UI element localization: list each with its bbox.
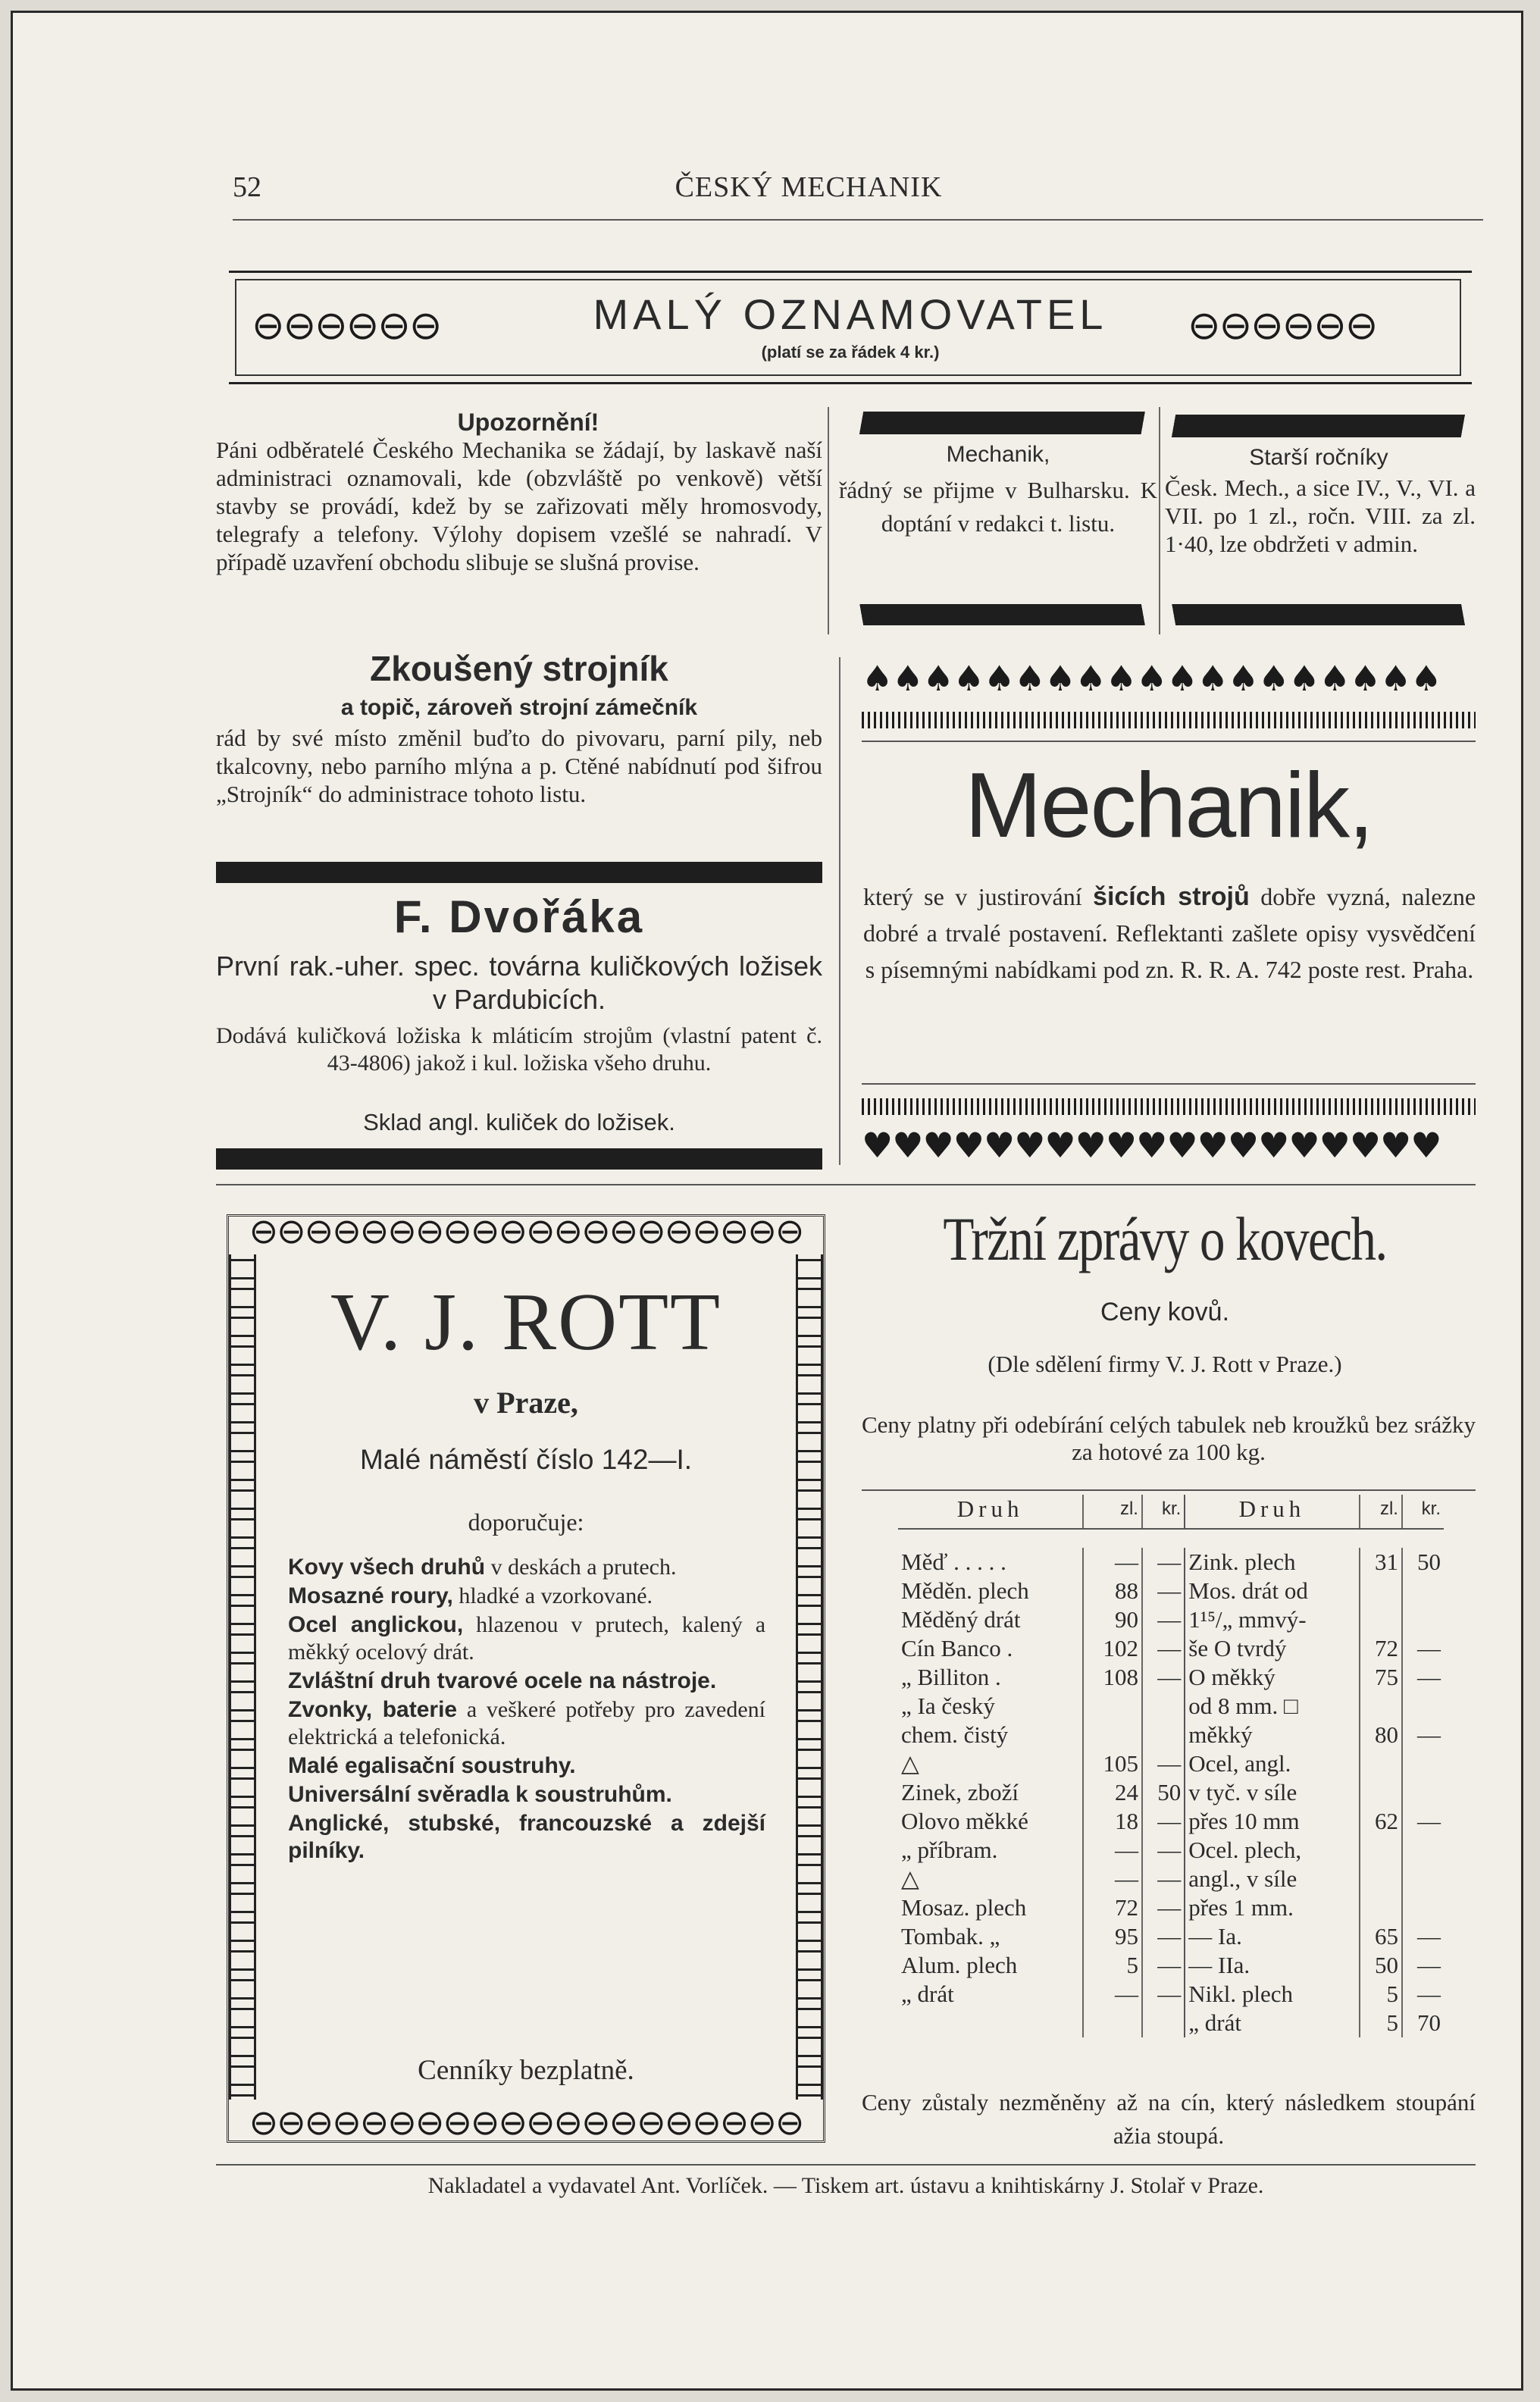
mechanik-big-text-bold: šicích strojů (1093, 882, 1250, 911)
rott-item (288, 1583, 765, 1610)
spade-border: ♠♠♠♠♠♠♠♠♠♠♠♠♠♠♠♠♠♠♠ (862, 659, 1441, 698)
price-kr: — (1142, 1951, 1185, 1980)
metal-name-2: še O tvrdý (1185, 1634, 1359, 1663)
table-row (898, 1778, 1444, 1807)
price-kr: 50 (1142, 1778, 1185, 1807)
table-row (898, 1951, 1444, 1980)
price-kr-2 (1402, 1836, 1444, 1865)
mechanik-big-top-rule (862, 741, 1476, 742)
metal-name: chem. čistý (901, 1721, 1009, 1748)
price-zl (1083, 1721, 1142, 1749)
dvorak-top-bar (216, 862, 822, 883)
starsi-text: Česk. Mech., a sice IV., V., VI. a VII. po 1 zl., ročn. VIII. za zl. 1·40, lze obdržeti v admin. (1165, 474, 1476, 557)
mechanik-big-bottom-rule (862, 1083, 1476, 1085)
market-footer-note: Ceny zůstaly nezměněny až na cín, který následkem stoupání ažia stoupá. (862, 2089, 1476, 2149)
price-zl: 24 (1083, 1778, 1142, 1807)
rott-recommends: doporučuje: (468, 1508, 584, 1536)
rott-name: V. J. ROTT (330, 1277, 722, 1367)
price-zl (1083, 1692, 1142, 1721)
page-number: 52 (233, 171, 261, 203)
price-zl-2: 75 (1360, 1663, 1402, 1692)
dvorak-bottom-bar (216, 1148, 822, 1170)
col-header-zl-2: zl. (1360, 1495, 1402, 1529)
price-zl-2 (1360, 1836, 1402, 1865)
journal-title: ČESKÝ MECHANIK (675, 171, 943, 203)
metal-name: Zinek, zboží (901, 1779, 1019, 1805)
rott-frame (227, 1214, 825, 2143)
strojnik-text: rád by své místo změnil buďto do pivovaru, parní pily, neb tkalcovny, nebo parního mlýna a p. Ctěné nabídnutí pod šifrou „Strojník“ do administrace tohoto listu. (216, 725, 822, 807)
rott-item (288, 1611, 765, 1666)
price-zl-2: 31 (1360, 1548, 1402, 1577)
market-note: Ceny platny při odebírání celých tabulek neb kroužků bez srážky za hotové za 100 kg. (862, 1411, 1476, 1465)
metal-name-2: Ocel. plech, (1185, 1836, 1359, 1865)
dvorak-footer: Sklad angl. kuliček do ložisek. (363, 1109, 675, 1135)
metal-name-2: Nikl. plech (1185, 1980, 1359, 2009)
price-kr (1142, 1692, 1185, 1721)
price-zl: 18 (1083, 1807, 1142, 1836)
price-zl-2: 62 (1360, 1807, 1402, 1836)
divider-small-ads (1159, 407, 1160, 634)
metal-name-2: Ocel, angl. (1185, 1749, 1359, 1778)
price-kr: — (1142, 1749, 1185, 1778)
rott-item-bold: Ocel anglickou, (288, 1612, 464, 1637)
price-zl-2 (1360, 1865, 1402, 1893)
rott-item-rest: hlazenou v prutech, kalený a měkký ocelový drát. (288, 1612, 766, 1664)
mechanik-small-bottom-bar (854, 604, 1150, 625)
table-header-row (898, 1495, 1444, 1529)
price-zl: 5 (1083, 1951, 1142, 1980)
banner-chain-left: ⊖⊖⊖⊖⊖⊖ (252, 303, 441, 349)
table-row (898, 1663, 1444, 1692)
price-kr-2 (1402, 1865, 1444, 1893)
rott-item (288, 1554, 765, 1581)
strojnik-subtitle: a topič, zároveň strojní zámečník (340, 695, 698, 720)
price-zl (1083, 2009, 1142, 2037)
rott-item-bold: Mosazné roury, (288, 1583, 453, 1608)
price-zl-2: 5 (1360, 2009, 1402, 2037)
market-table-top-rule (862, 1489, 1476, 1491)
price-kr-2 (1402, 1893, 1444, 1922)
price-zl: — (1083, 1980, 1142, 2009)
metal-name-2: „ drát (1185, 2009, 1359, 2037)
price-zl-2: 72 (1360, 1634, 1402, 1663)
table-row (898, 1836, 1444, 1865)
table-row (898, 1721, 1444, 1749)
dvorak-name: F. Dvořáka (393, 891, 645, 942)
starsi-top-bar (1166, 415, 1470, 437)
price-kr: — (1142, 1663, 1185, 1692)
banner-chain-right: ⊖⊖⊖⊖⊖⊖ (1188, 303, 1377, 349)
price-zl-2: 5 (1360, 1980, 1402, 2009)
rott-item (288, 1668, 765, 1695)
mechanik-small-top-bar (854, 412, 1150, 434)
rott-footer: Cenníky bezplatně. (418, 2055, 634, 2086)
metal-price-rows (898, 1548, 1444, 2037)
price-kr: — (1142, 1577, 1185, 1605)
metal-name: △ (901, 1865, 919, 1892)
divider-notice (828, 407, 829, 634)
rott-chain-left (229, 1254, 256, 2100)
price-zl: — (1083, 1865, 1142, 1893)
price-kr-2: 70 (1402, 2009, 1444, 2037)
header-rule (233, 219, 1483, 221)
metal-name-2: v tyč. v síle (1185, 1778, 1359, 1807)
metal-name: Měděn. plech (901, 1577, 1029, 1604)
metal-name-2: — IIa. (1185, 1951, 1359, 1980)
metal-name: Mosaz. plech (901, 1894, 1027, 1921)
mechanik-big-text (863, 878, 1476, 988)
col-header-kr-2: kr. (1402, 1495, 1444, 1529)
rott-item-rest: hladké a vzorkované. (459, 1583, 653, 1608)
price-kr: — (1142, 1836, 1185, 1865)
spade-bar-rule (862, 712, 1476, 728)
rott-item-bold: Zvláštní druh tvarové ocele na nástroje. (288, 1668, 717, 1693)
price-kr: — (1142, 1922, 1185, 1951)
mechanik-big-text-after: dobře vyzná, nalezne dobré a trvalé postavení. Reflektanti zašlete opisy vysvědčení s písemnými nabídkami pod zn. R. R. A. 742 poste rest. Praha. (863, 883, 1476, 983)
metal-name-2: přes 1 mm. (1185, 1893, 1359, 1922)
metal-name: △ (901, 1750, 919, 1777)
price-zl: 102 (1083, 1634, 1142, 1663)
table-row (898, 1692, 1444, 1721)
table-row (898, 1605, 1444, 1634)
price-zl: 108 (1083, 1663, 1142, 1692)
starsi-title: Starší ročníky (1249, 445, 1388, 470)
rott-item-rest: v deskách a prutech. (490, 1555, 677, 1580)
table-row (898, 1548, 1444, 1577)
price-zl-2 (1360, 1605, 1402, 1634)
metal-name-2: 1¹⁵/„ mmvý- (1185, 1605, 1359, 1634)
table-row (898, 1634, 1444, 1663)
price-kr: — (1142, 1548, 1185, 1577)
metal-name: Olovo měkké (901, 1808, 1028, 1834)
price-zl-2 (1360, 1893, 1402, 1922)
price-zl: — (1083, 1548, 1142, 1577)
newspaper-page (11, 11, 1523, 2391)
rott-item (288, 1752, 765, 1780)
table-row (898, 2009, 1444, 2037)
rott-item-bold: Zvonky, baterie (288, 1697, 458, 1722)
metal-name: Tombak. „ (901, 1923, 1000, 1949)
price-kr-2 (1402, 1577, 1444, 1605)
metal-name-2: O měkký (1185, 1663, 1359, 1692)
price-zl-2 (1360, 1692, 1402, 1721)
price-kr-2: 50 (1402, 1548, 1444, 1577)
price-zl-2 (1360, 1749, 1402, 1778)
price-zl-2: 65 (1360, 1922, 1402, 1951)
imprint-rule (216, 2164, 1476, 2166)
rott-item-bold: Malé egalisační soustruhy. (288, 1753, 576, 1778)
rott-item (288, 1810, 765, 1865)
rott-item-rest: a veškeré potřeby pro zavedení elektrická a telefonická. (288, 1697, 766, 1749)
notice-title: Upozornění! (457, 409, 599, 436)
price-kr-2: — (1402, 1951, 1444, 1980)
price-zl: 72 (1083, 1893, 1142, 1922)
price-zl: — (1083, 1836, 1142, 1865)
metal-name-2: Zink. plech (1185, 1548, 1359, 1577)
rott-city: v Praze, (474, 1386, 578, 1420)
banner (229, 271, 1472, 384)
metal-name-2: přes 10 mm (1185, 1807, 1359, 1836)
market-title: Tržní zprávy o kovech. (943, 1204, 1387, 1273)
mechanik-small-title: Mechanik, (946, 442, 1050, 467)
rott-address: Malé náměstí číslo 142—I. (359, 1444, 693, 1475)
metal-name: Alum. plech (901, 1952, 1018, 1978)
table-row (898, 1807, 1444, 1836)
rott-chain-top: ⊖⊖⊖⊖⊖⊖⊖⊖⊖⊖⊖⊖⊖⊖⊖⊖⊖⊖⊖⊖ (249, 1212, 803, 1250)
banner-title: MALÝ OZNAMOVATEL (593, 290, 1108, 338)
table-row (898, 1893, 1444, 1922)
notice-text: Páni odběratelé Českého Mechanika se žádají, by laskavě naší administraci oznamovali, kde (obzvláště po venkově) větší stavby se provádí, kdež by se zařizovati měly hromosvody, telegrafy a telefony. Výlohy dopisem vzešlé se nahradí. V případě uzavření obchodu slibuje se slušná provise. (216, 437, 822, 575)
price-kr-2 (1402, 1692, 1444, 1721)
rott-chain-right (796, 1254, 823, 2100)
table-row (898, 1749, 1444, 1778)
heart-border: ♥♥♥♥♥♥♥♥♥♥♥♥♥♥♥♥♥♥♥ (862, 1126, 1441, 1165)
price-zl-2: 50 (1360, 1951, 1402, 1980)
rott-item (288, 1781, 765, 1809)
price-zl: 90 (1083, 1605, 1142, 1634)
price-zl-2: 80 (1360, 1721, 1402, 1749)
price-zl: 88 (1083, 1577, 1142, 1605)
divider-middle (839, 657, 840, 1165)
price-kr (1142, 1721, 1185, 1749)
table-row (898, 1865, 1444, 1893)
price-kr-2: — (1402, 1663, 1444, 1692)
price-kr-2: — (1402, 1980, 1444, 2009)
metal-name-2: měkký (1185, 1721, 1359, 1749)
metal-name: „ Billiton . (901, 1664, 1001, 1690)
section-rule (216, 1184, 1476, 1185)
price-zl-2 (1360, 1577, 1402, 1605)
dvorak-line1: První rak.-uher. spec. továrna kuličkových ložisek v Pardubicích. (216, 950, 822, 1015)
mechanik-big-title: Mechanik, (964, 753, 1373, 857)
rott-item-bold: Kovy všech druhů (288, 1555, 486, 1580)
imprint: Nakladatel a vydavatel Ant. Vorlíček. — Tiskem art. ústavu a knihtiskárny J. Stolař v Praze. (427, 2173, 1264, 2198)
table-row (898, 1922, 1444, 1951)
banner-subtitle: (platí se za řádek 4 kr.) (761, 343, 940, 362)
price-kr-2: — (1402, 1634, 1444, 1663)
price-kr: — (1142, 1605, 1185, 1634)
rott-item-bold: Anglické, stubské, francouzské a zdejší pilníky. (288, 1811, 765, 1863)
metal-name: „ drát (901, 1981, 954, 2007)
price-kr: — (1142, 1893, 1185, 1922)
price-zl: 95 (1083, 1922, 1142, 1951)
metal-price-table-grid (898, 1495, 1444, 2037)
price-kr-2: — (1402, 1922, 1444, 1951)
heart-bar-rule (862, 1098, 1476, 1115)
metal-name (898, 2009, 1083, 2037)
rott-items (288, 1554, 765, 1866)
col-header-druh: Druh (898, 1495, 1083, 1529)
mechanik-small-text: řádný se přijme v Bulharsku. K doptání v redakci t. listu. (839, 477, 1157, 537)
metal-price-table (898, 1495, 1444, 2037)
metal-name: Měděný drát (901, 1606, 1021, 1633)
mechanik-big-text-before: který se v justirování (863, 883, 1082, 910)
metal-name-2: Mos. drát od (1185, 1577, 1359, 1605)
metal-name: Cín Banco . (901, 1635, 1013, 1661)
starsi-bottom-bar (1166, 604, 1470, 625)
price-kr-2: — (1402, 1721, 1444, 1749)
price-kr-2 (1402, 1749, 1444, 1778)
metal-name-2: angl., v síle (1185, 1865, 1359, 1893)
metal-name: „ příbram. (901, 1837, 998, 1863)
price-kr-2 (1402, 1605, 1444, 1634)
rott-item-bold: Universální svěradla k soustruhům. (288, 1782, 672, 1807)
dvorak-text: Dodává kuličková ložiska k mláticím strojům (vlastní patent č. 43-4806) jakož i kul. ložiska všeho druhu. (216, 1023, 822, 1076)
rott-chain-bottom: ⊖⊖⊖⊖⊖⊖⊖⊖⊖⊖⊖⊖⊖⊖⊖⊖⊖⊖⊖⊖ (249, 2103, 803, 2141)
price-zl: 105 (1083, 1749, 1142, 1778)
table-row (898, 1980, 1444, 2009)
metal-name-2: — Ia. (1185, 1922, 1359, 1951)
price-zl-2 (1360, 1778, 1402, 1807)
price-kr: — (1142, 1865, 1185, 1893)
col-header-druh-2: Druh (1185, 1495, 1359, 1529)
strojnik-title: Zkoušený strojník (370, 649, 668, 688)
rott-item (288, 1696, 765, 1751)
price-kr: — (1142, 1980, 1185, 2009)
price-kr-2 (1402, 1778, 1444, 1807)
metal-name: „ Ia český (901, 1693, 995, 1719)
metal-name-2: od 8 mm. □ (1185, 1692, 1359, 1721)
price-kr: — (1142, 1807, 1185, 1836)
col-header-zl: zl. (1083, 1495, 1142, 1529)
price-kr (1142, 2009, 1185, 2037)
price-kr: — (1142, 1634, 1185, 1663)
market-source: (Dle sdělení firmy V. J. Rott v Praze.) (988, 1351, 1342, 1377)
price-kr-2: — (1402, 1807, 1444, 1836)
table-row (898, 1577, 1444, 1605)
market-subtitle: Ceny kovů. (1100, 1298, 1230, 1326)
col-header-kr: kr. (1142, 1495, 1185, 1529)
metal-name: Měď . . . . . (901, 1549, 1006, 1575)
